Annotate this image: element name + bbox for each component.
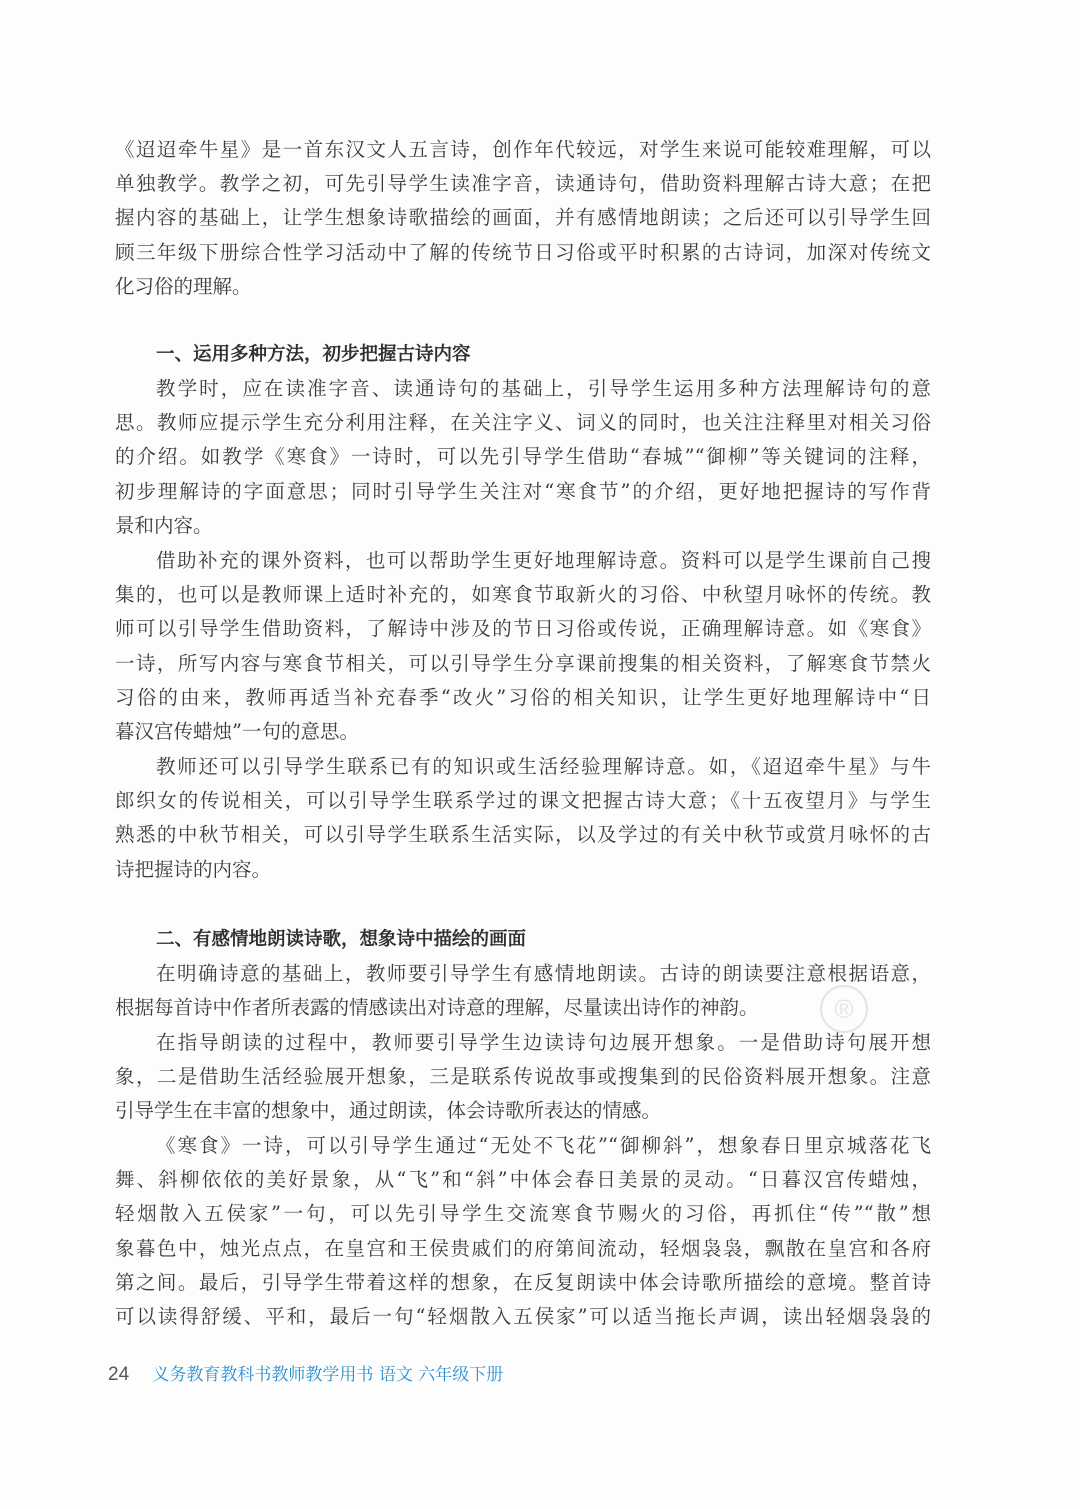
text-line: 习俗的由来，教师再适当补充春季“改火”习俗的相关知识，让学生更好地理解诗中“日 (115, 685, 931, 709)
text-line: 可以读得舒缓、平和，最后一句“轻烟散入五侯家”可以适当拖长声调，读出轻烟袅袅的 (115, 1304, 931, 1328)
text-line: 熟悉的中秋节相关，可以引导学生联系生活实际，以及学过的有关中秋节或赏月咏怀的古 (115, 823, 931, 847)
text-line: 郎织女的传说相关，可以引导学生联系学过的课文把握古诗大意；《十五夜望月》与学生 (115, 789, 931, 813)
paragraph (115, 372, 931, 543)
paragraph (115, 1026, 931, 1129)
page-number: 24 (108, 1364, 130, 1385)
registered-watermark: ® (820, 985, 868, 1033)
text-line: 化习俗的理解。 (115, 274, 252, 298)
text-line: 象，二是借助生活经验展开想象，三是联系传说故事或搜集到的民俗资料展开想象。注意 (115, 1065, 931, 1089)
text-line: 根据每首诗中作者所表露的情感读出对诗意的理解，尽量读出诗作的神韵。 (115, 996, 759, 1020)
text-line: 景和内容。 (115, 513, 213, 537)
paragraph (115, 750, 931, 887)
paragraph (115, 957, 931, 1025)
text-line: 在指导朗读的过程中，教师要引导学生边读诗句边展开想象。一是借助诗句展开想 (156, 1031, 931, 1054)
text-line: 单独教学。教学之初，可先引导学生读准字音，读通诗句，借助资料理解古诗大意；在把 (115, 172, 931, 196)
text-line: 暮汉宫传蜡烛”一句的意思。 (115, 719, 359, 743)
text-line: 初步理解诗的字面意思；同时引导学生关注对“寒食节”的介绍，更好地把握诗的写作背 (115, 479, 931, 503)
section-heading-2: 二、有感情地朗读诗歌，想象诗中描绘的画面 (156, 929, 527, 950)
text-line: 的介绍。如教学《寒食》一诗时，可以先引导学生借助“春城”“御柳”等关键词的注释， (115, 445, 931, 469)
text-line: 第之间。最后，引导学生带着这样的想象，在反复朗读中体会诗歌所描绘的意境。整首诗 (115, 1270, 931, 1294)
text-line: 借助补充的课外资料，也可以帮助学生更好地理解诗意。资料可以是学生课前自己搜 (156, 549, 931, 572)
text-line: 教师还可以引导学生联系已有的知识或生活经验理解诗意。如，《迢迢牵牛星》与牛 (156, 755, 931, 778)
text-line: 诗把握诗的内容。 (115, 857, 272, 881)
text-line: 引导学生在丰富的想象中，通过朗读，体会诗歌所表达的情感。 (115, 1099, 662, 1123)
paragraph (115, 544, 931, 749)
text-line: 舞、斜柳依依的美好景象，从“飞”和“斜”中体会春日美景的灵动。“日暮汉宫传蜡烛， (115, 1168, 931, 1192)
text-line: 《迢迢牵牛星》是一首东汉文人五言诗，创作年代较远，对学生来说可能较难理解，可以 (115, 138, 931, 161)
text-line: 轻烟散入五侯家”一句，可以先引导学生交流寒食节赐火的习俗，再抓住“传”“散”想 (115, 1202, 931, 1226)
text-line: 思。教师应提示学生充分利用注释，在关注字义、词义的同时，也关注注释里对相关习俗 (115, 411, 931, 435)
text-line: 《寒食》一诗，可以引导学生通过“无处不飞花”“御柳斜”，想象春日里京城落花飞 (156, 1134, 931, 1157)
text-line: 在明确诗意的基础上，教师要引导学生有感情地朗读。古诗的朗读要注意根据语意， (156, 962, 931, 985)
text-line: 集的，也可以是教师课上适时补充的，如寒食节取新火的习俗、中秋望月咏怀的传统。教 (115, 583, 931, 607)
text-line: 顾三年级下册综合性学习活动中了解的传统节日习俗或平时积累的古诗词，加深对传统文 (115, 240, 931, 264)
book-title: 义务教育教科书教师教学用书 语文 六年级下册 (152, 1365, 504, 1385)
section-heading-1: 一、运用多种方法，初步把握古诗内容 (156, 344, 471, 365)
text-line: 教学时，应在读准字音、读通诗句的基础上，引导学生运用多种方法理解诗句的意 (156, 377, 931, 400)
text-line: 师可以引导学生借助资料，了解诗中涉及的节日习俗或传说，正确理解诗意。如《寒食》 (115, 617, 931, 641)
text-line: 象暮色中，烛光点点，在皇宫和王侯贵戚们的府第间流动，轻烟袅袅，飘散在皇宫和各府 (115, 1236, 931, 1260)
text-line: 一诗，所写内容与寒食节相关，可以引导学生分享课前搜集的相关资料，了解寒食节禁火 (115, 651, 931, 675)
page-footer (108, 1362, 503, 1388)
paragraph (115, 1129, 931, 1334)
text-line: 握内容的基础上，让学生想象诗歌描绘的画面，并有感情地朗读；之后还可以引导学生回 (115, 206, 931, 230)
paragraph-intro (115, 133, 931, 304)
